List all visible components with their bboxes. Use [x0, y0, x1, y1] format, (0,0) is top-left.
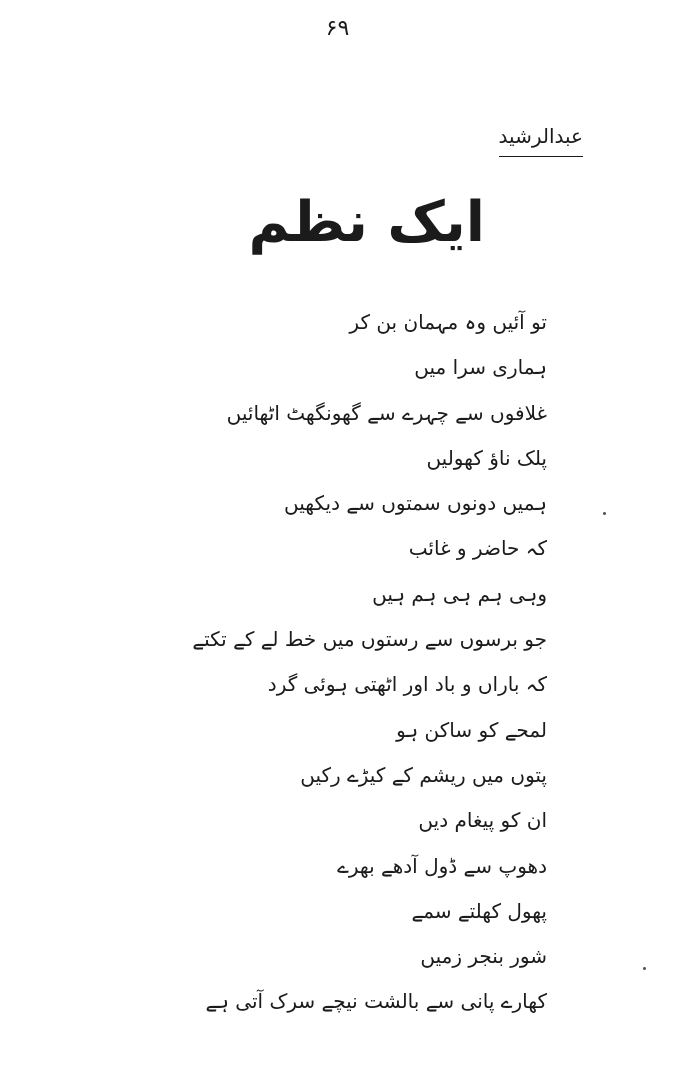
poem-line: ان کو پیغام دیں: [418, 808, 547, 833]
poem-line: غلافوں سے چہرے سے گھونگھٹ اٹھائیں: [226, 400, 547, 425]
poem-line: کہ باراں و باد اور اٹھتی ہوئی گرد: [267, 672, 547, 697]
poem-line: تو آئیں وہ مہمان بن کر: [349, 310, 547, 334]
page-number: ۶۹: [325, 16, 350, 41]
poem-title: ایک نظم: [248, 190, 485, 255]
poem-line: کھارے پانی سے بالشت نیچے سرک آتی ہے: [205, 989, 547, 1014]
poem-line: پھول کھلتے سمے: [411, 898, 547, 923]
poem-line: جو برسوں سے رستوں میں خط لے کے تکتے: [192, 627, 547, 652]
scan-speck: [643, 967, 646, 970]
poem-line: کہ حاضر و غائب: [408, 536, 547, 561]
poem-line: ہماری سرا میں: [414, 355, 547, 380]
poem-line: ہمیں دونوں سمتوں سے دیکھیں: [284, 491, 547, 516]
poem-line: وہی ہم ہی ہم ہیں: [372, 581, 547, 606]
poem-line: لمحے کو ساکن ہو: [396, 717, 547, 742]
author-name: عبدالرشید: [499, 118, 583, 157]
scan-speck: [603, 512, 606, 515]
poem-line: پلک ناؤ کھولیں: [426, 445, 547, 470]
poem-line: پتوں میں ریشم کے کیڑے رکیں: [300, 762, 547, 787]
poem-line: دھوپ سے ڈول آدھے بھرے: [337, 853, 547, 878]
poem-line: شور بنجر زمیں: [420, 944, 547, 969]
poem-body: [192, 300, 547, 1025]
